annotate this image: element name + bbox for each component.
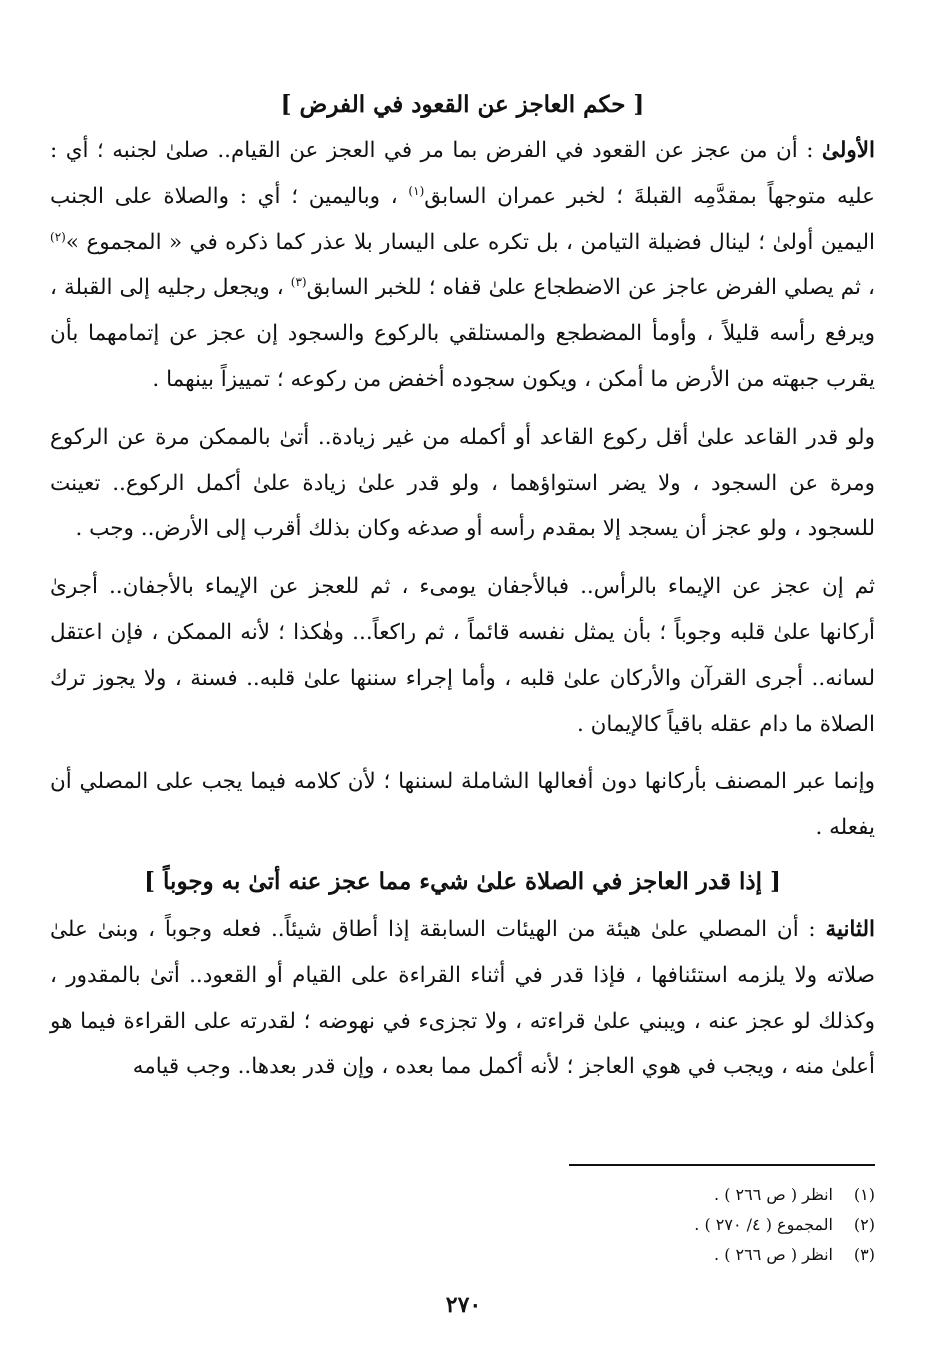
section-heading-1: [ حكم العاجز عن القعود في الفرض ] xyxy=(280,91,645,118)
footnotes xyxy=(375,1180,875,1270)
paragraph-1-lead: الأولىٰ xyxy=(821,138,875,163)
footnote xyxy=(375,1240,875,1270)
footnote-number: (٢) xyxy=(853,1215,875,1234)
footnote-number: (٣) xyxy=(853,1245,875,1264)
paragraph-1-text-a: : أن من عجز عن القعود في الفرض بما مر في العجز عن القيام.. صلىٰ لجنبه ؛ أي : عليه متوجهاً بمقدَّمِه القبلةَ ؛ لخبر عمران السابق xyxy=(50,138,876,209)
paragraph-5-text: : أن المصلي علىٰ هيئة من الهيئات السابقة إذا أطاق شيئاً.. فعله وجوباً ، وبنىٰ علىٰ صلاته ولا يلزمه استئنافها ، فإذا قدر في أثناء القراءة على القيام أو القعود.. أتىٰ بالمقدور ، وكذلك لو عجز عنه ، ويبني علىٰ قراءته ، ولا تجزىء في نهوضه ؛ لقدرته على القراءة فيما هو أعلىٰ منه ، ويجب في هوي العاجز ؛ لأنه أكمل مما بعده ، وإن قدر بعدها.. وجب قيامه xyxy=(50,916,875,1080)
footnote-text: انظر ( ص ٢٦٦ ) . xyxy=(714,1185,833,1204)
paragraph-1-text-d: ، ويجعل رجليه إلى القبلة ، ويرفع رأسه قليلاً ، وأومأ المضطجع والمستلقي بالركوع والسجود إن عجز عن إتمامهما بأن يقرب جبهته من الأرض ما أمكن ، ويكون سجوده أخفض من ركوعه ؛ تمييزاً بينهما . xyxy=(50,275,875,392)
paragraph-5 xyxy=(50,907,875,1090)
main-text xyxy=(50,88,875,1102)
footnote-separator xyxy=(569,1164,875,1166)
footnote-ref-3: (٣) xyxy=(290,275,307,290)
paragraph-1-text-c: ، ثم يصلي الفرض عاجز عن الاضطجاع علىٰ قفاه ؛ للخبر السابق xyxy=(306,275,875,301)
paragraph-3: ثم إن عجز عن الإيماء بالرأس.. فبالأجفان يومىء ، ثم للعجز عن الإيماء بالأجفان.. أجرىٰ أركانها علىٰ قلبه وجوباً ؛ بأن يمثل نفسه قائماً ، ثم راكعاً... وهٰكذا ؛ لأنه الممكن ، فإن اعتقل لسانه.. أجرى القرآن والأركان علىٰ قلبه ، وأما إجراء سننها علىٰ قلبه.. فسنة ، ولا يجوز ترك الصلاة ما دام عقله باقياً كالإيمان . xyxy=(50,574,875,737)
paragraph-2: ولو قدر القاعد علىٰ أقل ركوع القاعد أو أكمله من غير زيادة.. أتىٰ بالممكن مرة عن الركوع ومرة عن السجود ، ولا يضر استواؤهما ، ولو قدر علىٰ زيادة علىٰ أكمل الركوع.. تعينت للسجود ، ولو عجز أن يسجد إلا بمقدم رأسه أو صدغه وكان بذلك أقرب إلى الأرض.. وجب . xyxy=(50,424,875,542)
footnote-text: انظر ( ص ٢٦٦ ) . xyxy=(714,1245,833,1264)
paragraph-4: وإنما عبر المصنف بأركانها دون أفعالها الشاملة لسننها ؛ لأن كلامه فيما يجب على المصلي أن يفعله . xyxy=(50,769,875,841)
paragraph-1-text-b: ، وباليمين ؛ أي : والصلاة على الجنب اليمين أولىٰ ؛ لينال فضيلة التيامن ، بل تكره على اليسار بلا عذر كما ذكره في « المجموع » xyxy=(50,183,875,255)
section-heading-2: [ إذا قدر العاجز في الصلاة علىٰ شيء مما عجز عنه أتىٰ به وجوباً ] xyxy=(144,867,781,895)
footnote-text: المجموع ( ٤/ ٢٧٠ ) . xyxy=(694,1215,833,1234)
footnote-ref-1: (١) xyxy=(408,183,425,198)
footnote xyxy=(375,1210,875,1240)
footnote xyxy=(375,1180,875,1210)
page-number: ٢٧٠ xyxy=(445,1292,482,1318)
footnote-number: (١) xyxy=(853,1185,875,1204)
footnote-ref-2: (٢) xyxy=(50,229,66,244)
paragraph-5-lead: الثانية xyxy=(825,916,875,942)
paragraph-1 xyxy=(50,128,875,403)
